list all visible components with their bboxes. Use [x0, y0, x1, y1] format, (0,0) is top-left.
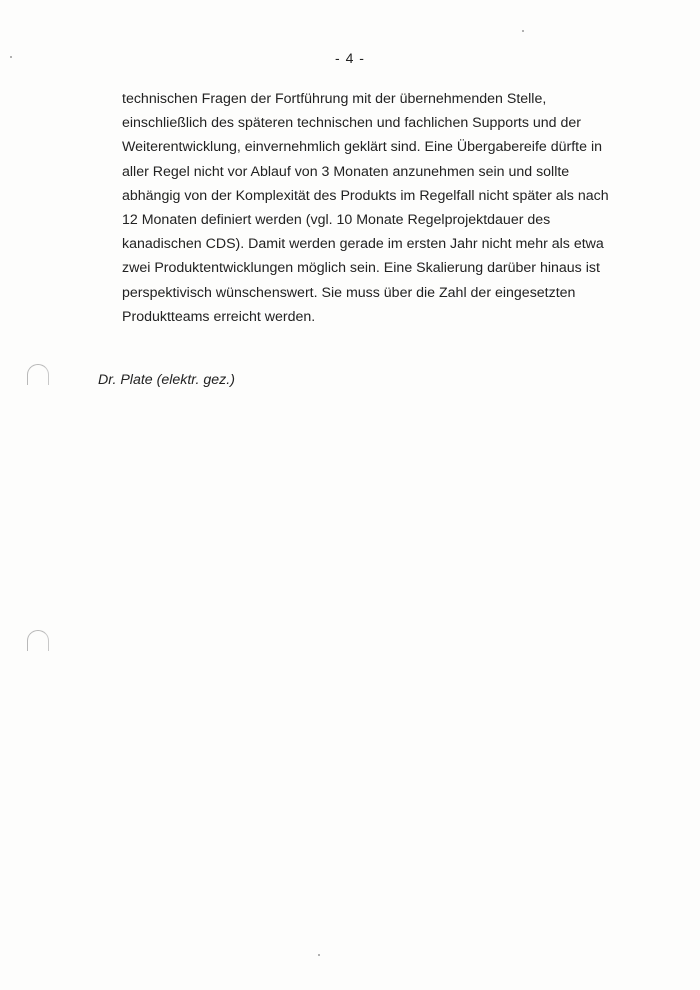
signature: Dr. Plate (elektr. gez.): [98, 372, 235, 388]
scan-speck: [522, 30, 524, 32]
paragraph-line: kanadischen CDS). Damit werden gerade im ersten Jahr nicht mehr als etwa: [122, 236, 604, 253]
paragraph-line: Weiterentwicklung, einvernehmlich geklärt sind. Eine Übergabereife dürfte in: [122, 139, 602, 156]
paragraph-line: Produktteams erreicht werden.: [122, 308, 316, 325]
paragraph-line: 12 Monaten definiert werden (vgl. 10 Monate Regelprojektdauer des: [122, 212, 551, 229]
page-number: - 4 -: [335, 50, 365, 66]
scan-speck: [10, 56, 12, 58]
paragraph-line: zwei Produktentwicklungen möglich sein. Eine Skalierung darüber hinaus ist: [122, 260, 600, 277]
paragraph-line: abhängig von der Komplexität des Produkts im Regelfall nicht später als nach: [122, 187, 609, 204]
paragraph-line: perspektivisch wünschenswert. Sie muss über die Zahl der eingesetzten: [122, 284, 576, 301]
body-paragraph: [122, 87, 622, 329]
punch-hole-mark: [27, 364, 49, 385]
paragraph-line: aller Regel nicht vor Ablauf von 3 Monaten anzunehmen sein und sollte: [122, 163, 570, 180]
paragraph-line: einschließlich des späteren technischen und fachlichen Supports und der: [122, 115, 582, 132]
punch-hole-mark: [27, 630, 49, 651]
scan-speck: [318, 954, 320, 956]
paragraph-line: technischen Fragen der Fortführung mit der übernehmenden Stelle,: [122, 91, 547, 107]
